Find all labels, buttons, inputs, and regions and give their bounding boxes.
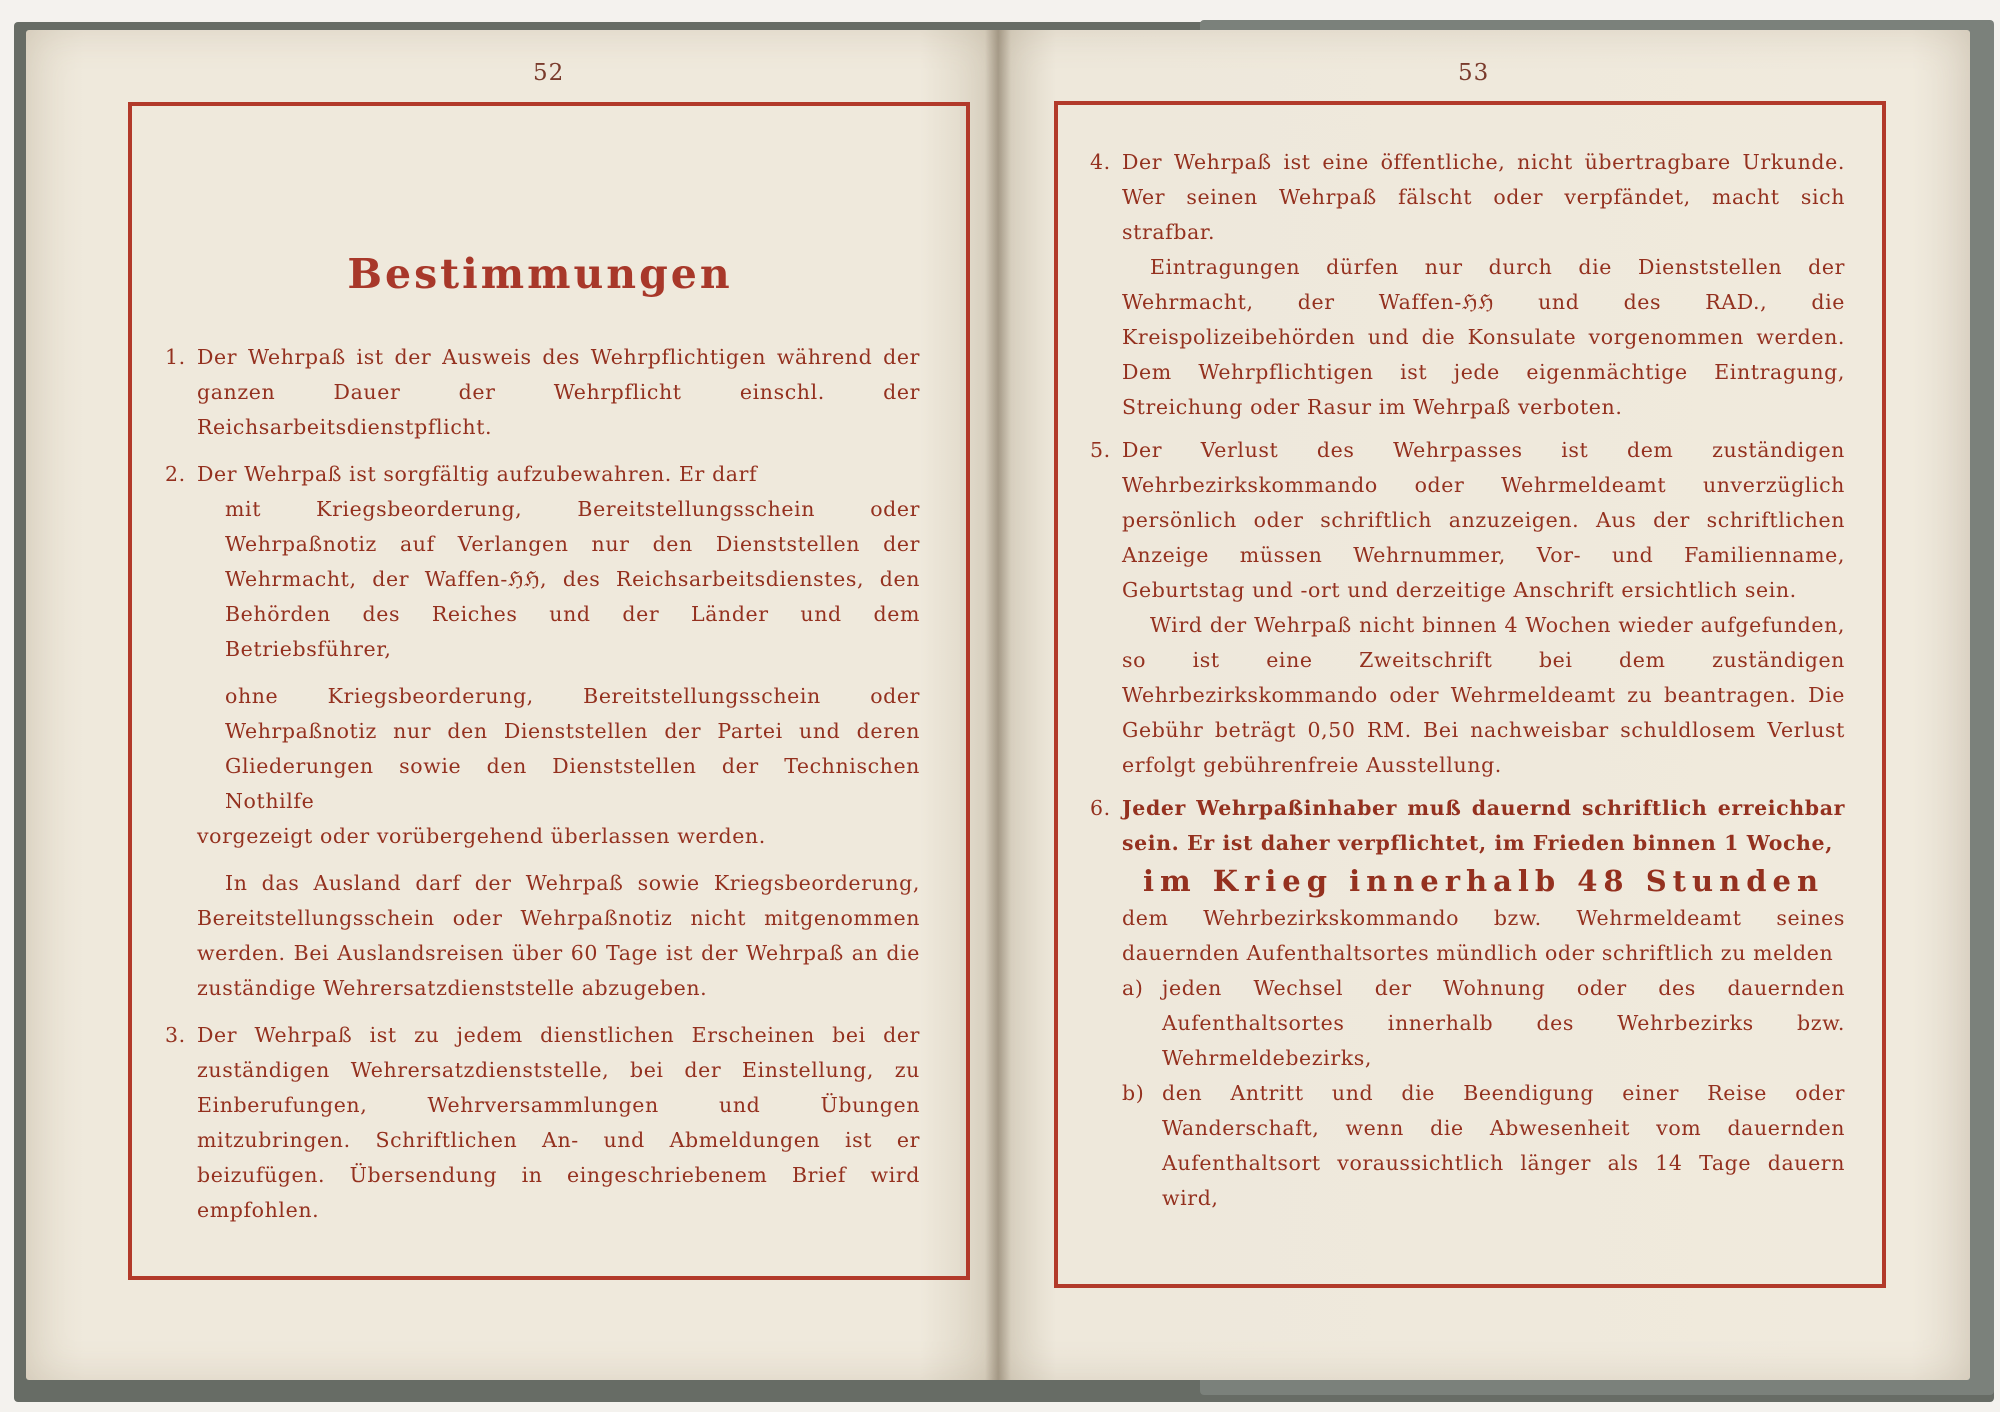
right-page-content — [1090, 145, 1845, 1224]
item-found: Wird der Wehrpaß nicht binnen 4 Wochen wieder aufgefunden, so ist eine Zweitschrift bei dem zuständigen Wehrbezirkskommando oder Wehrmeldeamt zu beantragen. Die Gebühr beträgt 0,50 RM. Bei nachweisbar schuldlosem Verlust erfolgt gebührenfreie Ausstellung. — [1122, 613, 1845, 777]
regulation-item-4 — [1090, 145, 1845, 425]
item-text: Der Wehrpaß ist zu jedem dienstlichen Erscheinen bei der zuständigen Wehrersatzdienststelle, bei der Einstellung, zu Einberufungen, Wehrversammlungen und Übungen mitzubringen. Schriftlichen An- und Abmeldungen ist er beizufügen. Übersendung in eingeschriebenem Brief wird empfohlen. — [197, 1023, 920, 1222]
book-gutter — [985, 30, 1011, 1380]
item-lead: Der Wehrpaß ist sorgfältig aufzubewahren. Er darf — [197, 462, 758, 486]
page-title: Bestimmungen — [347, 250, 733, 298]
item-number: 3. — [165, 1023, 186, 1047]
item-number: 2. — [165, 462, 186, 486]
item-entries: Eintragungen dürfen nur durch die Dienststellen der Wehrmacht, der Waffen-ℌℌ und des RAD., die Kreispolizeibehörden und die Konsulate vorgenommen werden. Dem Wehrpflichtigen ist jede eigenmächtige Eintragung, Streichung oder Rasur im Wehrpaß verboten. — [1122, 255, 1845, 419]
item-abroad: In das Ausland darf der Wehrpaß sowie Kriegsbeorderung, Bereitstellungsschein oder Wehrpaßnotiz nicht mitgenommen werden. Bei Auslandsreisen über 60 Tage ist der Wehrpaß an die zuständige Wehrersatzdienststelle abzugeben. — [197, 871, 920, 1000]
left-page-number: 52 — [533, 60, 565, 86]
sub-item-b — [1122, 1076, 1845, 1216]
item-emphasis: im Krieg innerhalb 48 Stunden — [1142, 864, 1825, 898]
item-without-order: ohne Kriegsbeorderung, Bereitstellungsschein oder Wehrpaßnotiz nur den Dienststellen der Partei und deren Gliederungen sowie den Dienststellen der Technischen Nothilfe — [225, 684, 920, 813]
item-after: dem Wehrbezirkskommando bzw. Wehrmeldeamt seines dauernden Aufenthaltsortes mündlich oder schriftlich zu melden — [1122, 906, 1845, 965]
sub-text: jeden Wechsel der Wohnung oder des dauernden Aufenthaltsortes innerhalb des Wehrbezirks bzw. Wehrmeldebezirks, — [1162, 976, 1845, 1070]
sub-text: den Antritt und die Beendigung einer Reise oder Wanderschaft, wenn die Abwesenheit vom dauernden Aufenthaltsort voraussichtlich länger als 14 Tage dauern wird, — [1162, 1081, 1845, 1210]
regulation-item-5 — [1090, 433, 1845, 783]
regulation-item-3 — [165, 1018, 920, 1228]
item-with-order: mit Kriegsbeorderung, Bereitstellungsschein oder Wehrpaßnotiz auf Verlangen nur den Dienststellen der Wehrmacht, der Waffen-ℌℌ, des Reichsarbeitsdienstes, den Behörden des Reiches und der Länder und dem Betriebsführer, — [225, 497, 920, 661]
item-number: 1. — [165, 345, 186, 369]
item-number: 6. — [1090, 796, 1111, 820]
item-number: 5. — [1090, 438, 1111, 462]
item-number: 4. — [1090, 150, 1111, 174]
sub-letter: a) — [1122, 976, 1144, 1000]
regulation-item-1 — [165, 340, 920, 445]
item-tail: vorgezeigt oder vorübergehend überlassen werden. — [197, 824, 766, 848]
regulation-item-6 — [1090, 791, 1845, 1216]
item-text: Der Wehrpaß ist eine öffentliche, nicht übertragbare Urkunde. Wer seinen Wehrpaß fälscht oder verpfändet, macht sich strafbar. — [1122, 150, 1845, 244]
item-text: Der Verlust des Wehrpasses ist dem zuständigen Wehrbezirkskommando oder Wehrmeldeamt unverzüglich persönlich oder schriftlich anzuzeigen. Aus der schriftlichen Anzeige müssen Wehrnummer, Vor- und Familienname, Geburtstag und -ort und derzeitige Anschrift ersichtlich sein. — [1122, 438, 1845, 602]
sub-item-a — [1122, 971, 1845, 1076]
item-text: Jeder Wehrpaßinhaber muß dauernd schriftlich erreichbar sein. Er ist daher verpflichtet, im Frieden binnen 1 Woche, — [1122, 796, 1845, 855]
regulation-item-2 — [165, 457, 920, 1006]
item-text: Der Wehrpaß ist der Ausweis des Wehrpflichtigen während der ganzen Dauer der Wehrpflicht einschl. der Reichsarbeitsdienstpflicht. — [197, 345, 920, 439]
right-page-number: 53 — [1458, 60, 1490, 86]
left-page-content — [165, 340, 920, 1236]
sub-letter: b) — [1122, 1081, 1145, 1105]
